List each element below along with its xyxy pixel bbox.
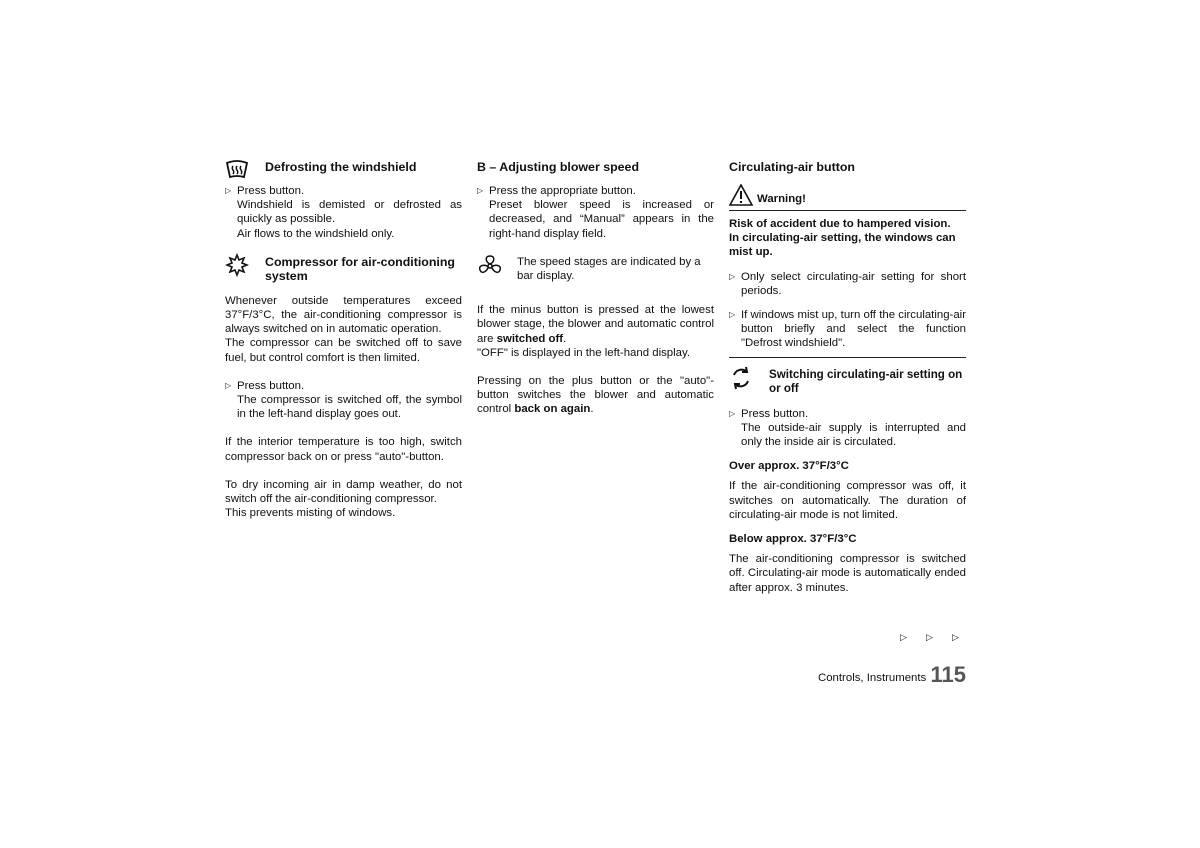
windshield-defrost-icon	[225, 158, 249, 182]
text: Whenever outside temperatures exceed 37°F/3°C, the air-conditioning compressor is always switched on in automatic operation.	[225, 294, 462, 336]
text: .	[590, 403, 594, 416]
text: Pressing on the plus button or the "auto"-button switches the blower and automatic control	[477, 375, 714, 416]
paragraph	[477, 374, 714, 417]
text: If the interior temperature is too high, switch compressor back on or press "auto"-button.	[225, 436, 462, 463]
step-detail: Preset blower speed is increased or decreased, and “Manual” appears in the right-hand display field.	[489, 199, 714, 240]
section-heading-compressor	[225, 255, 462, 284]
bullet-triangle-icon: ▷	[729, 310, 736, 320]
paragraph	[225, 506, 462, 520]
step-text: Press button.	[237, 379, 305, 392]
paragraph	[225, 336, 462, 364]
paragraph	[225, 294, 462, 337]
circulating-title: Circulating-air button	[729, 160, 855, 174]
warning-line: In circulating-air setting, the windows can mist up.	[729, 232, 956, 259]
blower-step	[477, 184, 714, 241]
step-detail: The compressor is switched off, the symbol in the left-hand display goes out.	[237, 394, 462, 421]
paragraph	[225, 478, 462, 506]
bullet-triangle-icon: ▷	[225, 186, 232, 195]
bold-text: switched off	[496, 332, 564, 345]
defrost-step	[225, 184, 462, 241]
paragraph	[225, 435, 462, 463]
bullet-triangle-icon: ▷	[225, 380, 232, 390]
fan-icon	[477, 253, 503, 279]
paragraph	[729, 552, 966, 595]
compressor-title: Compressor for air-conditioning system	[265, 254, 455, 284]
section-name: Controls, Instruments	[818, 672, 927, 684]
bullet-triangle-icon: ▷	[477, 186, 484, 195]
warning-label: Warning!	[757, 193, 806, 205]
paragraph	[729, 479, 966, 522]
bullet-triangle-icon: ▷	[729, 271, 736, 281]
text: "OFF" is displayed in the left-hand display.	[477, 346, 691, 359]
continue-arrow-icon: ▷	[926, 632, 933, 642]
paragraph	[477, 346, 714, 360]
column-left	[225, 160, 462, 534]
step-text: If windows mist up, turn off the circulating-air button briefly and select the function "Defrost windshield".	[741, 309, 966, 350]
circulating-air-icon	[729, 366, 753, 390]
text: The compressor can be switched off to save fuel, but control comfort is then limited.	[225, 337, 462, 364]
switch-circulating-title: Switching circulating-air setting on or off	[769, 367, 963, 396]
page-number: 115	[930, 662, 966, 687]
step-detail: Air flows to the windshield only.	[237, 227, 395, 240]
continue-arrow-icon: ▷	[900, 632, 907, 642]
step-detail: Windshield is demisted or defrosted as quickly as possible.	[237, 199, 462, 226]
paragraph	[477, 303, 714, 346]
warning-text	[729, 217, 966, 260]
subheading-over: Over approx. 37°F/3°C	[729, 460, 849, 473]
text: The air-conditioning compressor is switched off. Circulating-air mode is automatically ended after approx. 3 minutes.	[729, 553, 966, 594]
fan-note	[477, 255, 714, 283]
text: .	[563, 332, 567, 345]
section-heading-defrost	[225, 160, 462, 184]
divider	[729, 357, 966, 358]
text: This prevents misting of windows.	[225, 507, 396, 520]
step-text: Press the appropriate button.	[489, 185, 636, 197]
subheading-below: Below approx. 37°F/3°C	[729, 533, 857, 546]
warning-box	[729, 184, 966, 211]
continuation-arrows	[900, 632, 970, 643]
step-text: Press button.	[237, 185, 305, 197]
section-heading-circulating	[729, 160, 966, 184]
bold-text: back on again	[514, 403, 591, 416]
section-heading-switch-circulating	[729, 368, 966, 397]
circulating-note	[729, 270, 966, 298]
text: If the minus button is pressed at the lowest blower stage, the blower and automatic control are	[477, 304, 714, 345]
text: If the air-conditioning compressor was off, it switches on automatically. The duration of circulating-air mode is not limited.	[729, 480, 966, 521]
circulating-step	[729, 407, 966, 450]
step-text: Press button.	[741, 407, 809, 420]
step-detail: The outside-air supply is interrupted and only the inside air is circulated.	[741, 421, 966, 449]
circulating-note	[729, 308, 966, 351]
text: To dry incoming air in damp weather, do not switch off the air-conditioning compressor.	[225, 478, 462, 506]
fan-text: The speed stages are indicated by a bar display.	[517, 255, 701, 283]
warning-triangle-icon	[729, 184, 753, 206]
warning-line: Risk of accident due to hampered vision.	[729, 218, 951, 230]
bullet-triangle-icon: ▷	[729, 408, 736, 418]
column-right	[729, 160, 966, 609]
blower-title: B – Adjusting blower speed	[477, 160, 640, 174]
column-middle	[477, 160, 714, 431]
compressor-step	[225, 379, 462, 422]
section-heading-blower	[477, 160, 714, 184]
step-text: Only select circulating-air setting for short periods.	[741, 270, 966, 297]
defrost-title: Defrosting the windshield	[265, 160, 417, 174]
snowflake-icon	[225, 253, 249, 277]
continue-arrow-icon: ▷	[952, 632, 959, 642]
